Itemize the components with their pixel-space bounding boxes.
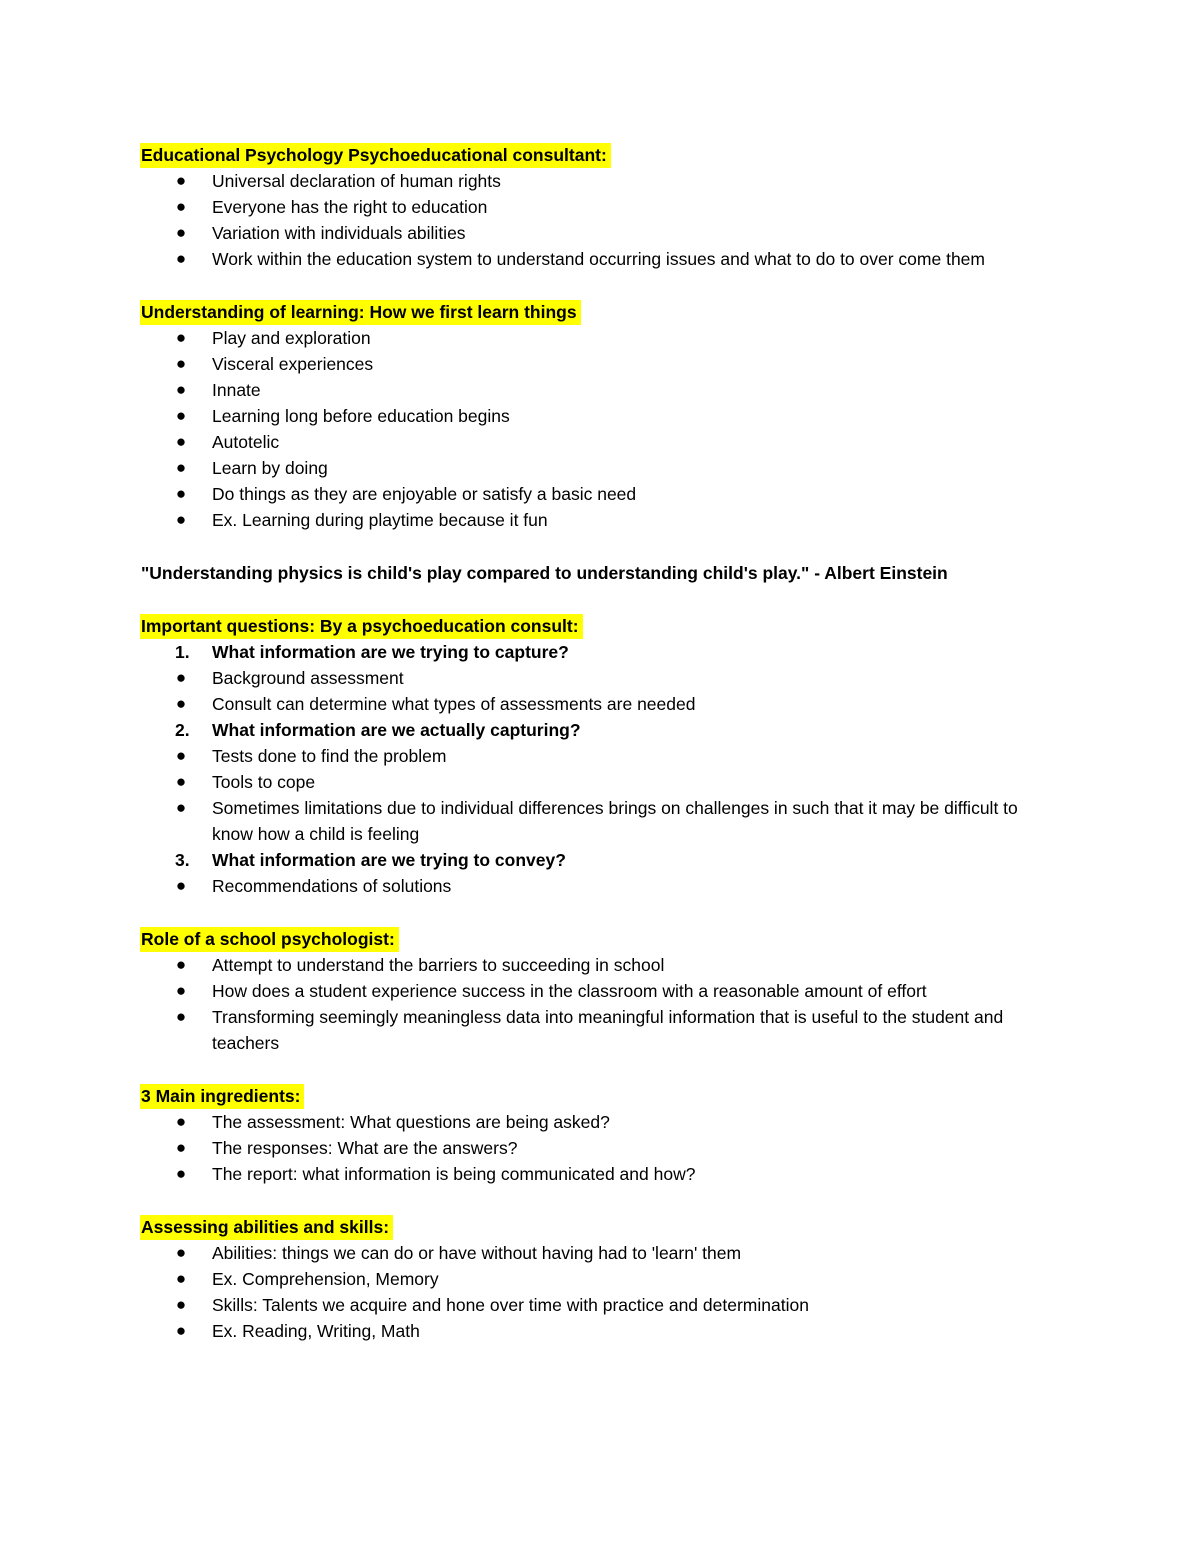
list-item: ● Ex. Learning during playtime because it fun: [141, 507, 1061, 533]
bullet-icon: ●: [175, 1164, 187, 1183]
bullet-icon: ●: [175, 458, 187, 477]
bullet-icon: ●: [175, 746, 187, 765]
einstein-quote: "Understanding physics is child's play compared to understanding child's play." - Albert Einstein: [141, 563, 948, 583]
spacer: [141, 1056, 1061, 1083]
list-item: ● Abilities: things we can do or have without having had to 'learn' them: [141, 1240, 1061, 1266]
bullet-list-abilities: [141, 1240, 1061, 1344]
list-item: ● Attempt to understand the barriers to succeeding in school: [141, 952, 1061, 978]
list-item: ● The report: what information is being communicated and how?: [141, 1161, 1061, 1187]
section-heading-understanding-of-learning: [141, 299, 1061, 325]
bullet-icon: ●: [175, 354, 187, 373]
section-heading-role-of-school-psychologist: [141, 926, 1061, 952]
section-heading-assessing-abilities: [141, 1214, 1061, 1240]
bullet-icon: ●: [175, 694, 187, 713]
spacer: [141, 1187, 1061, 1214]
bullet-icon: ●: [175, 380, 187, 399]
bullet-icon: ●: [175, 328, 187, 347]
bullet-icon: ●: [175, 798, 187, 817]
bullet-icon: ●: [175, 876, 187, 895]
bullet-icon: ●: [175, 484, 187, 503]
list-item: ● Variation with individuals abilities: [141, 220, 1061, 246]
highlighted-heading-text: Understanding of learning: How we first learn things: [140, 300, 581, 325]
bullet-icon: ●: [175, 249, 187, 268]
bullet-icon: ●: [175, 1243, 187, 1262]
bullet-icon: ●: [175, 772, 187, 791]
numbered-question-1: 1. What information are we trying to capture?: [175, 642, 569, 662]
bullet-icon: ●: [175, 432, 187, 451]
bullet-icon: ●: [175, 981, 187, 1000]
list-item: ● Ex. Reading, Writing, Math: [141, 1318, 1061, 1344]
highlighted-heading-text: Assessing abilities and skills:: [140, 1215, 393, 1240]
document-body: [141, 142, 1061, 1344]
bullet-icon: ●: [175, 406, 187, 425]
list-item: ● Work within the education system to understand occurring issues and what to do to over come them: [141, 246, 1061, 272]
list-item: ● Recommendations of solutions: [141, 873, 1061, 899]
section-heading-important-questions: [141, 613, 1061, 639]
bullet-icon: ●: [175, 1269, 187, 1288]
bullet-icon: ●: [175, 1007, 187, 1026]
highlighted-heading-text: 3 Main ingredients:: [140, 1084, 304, 1109]
list-item: ● Universal declaration of human rights: [141, 168, 1061, 194]
section-heading-educational-psychology: [141, 142, 1061, 168]
spacer: [141, 533, 1061, 560]
bullet-icon: ●: [175, 668, 187, 687]
bullet-list-understanding-of-learning: [141, 325, 1061, 533]
bullet-icon: ●: [175, 171, 187, 190]
list-item: ● Learn by doing: [141, 455, 1061, 481]
bullet-icon: ●: [175, 510, 187, 529]
list-item: ● Background assessment: [141, 665, 1061, 691]
list-item: ● How does a student experience success in the classroom with a reasonable amount of effort: [141, 978, 1061, 1004]
list-item: ● Ex. Comprehension, Memory: [141, 1266, 1061, 1292]
highlighted-heading-text: Role of a school psychologist:: [140, 927, 399, 952]
list-item: ● The assessment: What questions are being asked?: [141, 1109, 1061, 1135]
spacer: [141, 899, 1061, 926]
section-heading-main-ingredients: [141, 1083, 1061, 1109]
list-item: ● Tests done to find the problem: [141, 743, 1061, 769]
list-item: ● Consult can determine what types of assessments are needed: [141, 691, 1061, 717]
numbered-question-2: 2. What information are we actually capturing?: [175, 720, 581, 740]
bullet-icon: ●: [175, 223, 187, 242]
bullet-icon: ●: [175, 197, 187, 216]
list-item: ● Tools to cope: [141, 769, 1061, 795]
bullet-icon: ●: [175, 1321, 187, 1340]
highlighted-heading-text: Educational Psychology Psychoeducational consultant:: [140, 143, 611, 168]
list-item: ● Sometimes limitations due to individual differences brings on challenges in such that it may be difficult to know how a child is feeling: [141, 795, 1061, 847]
bullet-list-ingredients: [141, 1109, 1061, 1187]
list-item: ● Innate: [141, 377, 1061, 403]
bullet-icon: ●: [175, 955, 187, 974]
list-item: ● Visceral experiences: [141, 351, 1061, 377]
list-item: ● Everyone has the right to education: [141, 194, 1061, 220]
list-item: ● Play and exploration: [141, 325, 1061, 351]
list-item: ● Autotelic: [141, 429, 1061, 455]
spacer: [141, 272, 1061, 299]
bullet-icon: ●: [175, 1138, 187, 1157]
question-list: [141, 639, 1061, 899]
numbered-question-3: 3. What information are we trying to convey?: [175, 850, 566, 870]
bullet-list-role: [141, 952, 1061, 1056]
spacer: [141, 586, 1061, 613]
bullet-icon: ●: [175, 1112, 187, 1131]
bullet-icon: ●: [175, 1295, 187, 1314]
list-item: ● Transforming seemingly meaningless data into meaningful information that is useful to the student and teachers: [141, 1004, 1061, 1056]
bullet-list-educational-psychology: [141, 168, 1061, 272]
list-item: ● Do things as they are enjoyable or satisfy a basic need: [141, 481, 1061, 507]
list-item: ● Skills: Talents we acquire and hone over time with practice and determination: [141, 1292, 1061, 1318]
list-item: ● Learning long before education begins: [141, 403, 1061, 429]
list-item: ● The responses: What are the answers?: [141, 1135, 1061, 1161]
highlighted-heading-text: Important questions: By a psychoeducation consult:: [140, 614, 583, 639]
